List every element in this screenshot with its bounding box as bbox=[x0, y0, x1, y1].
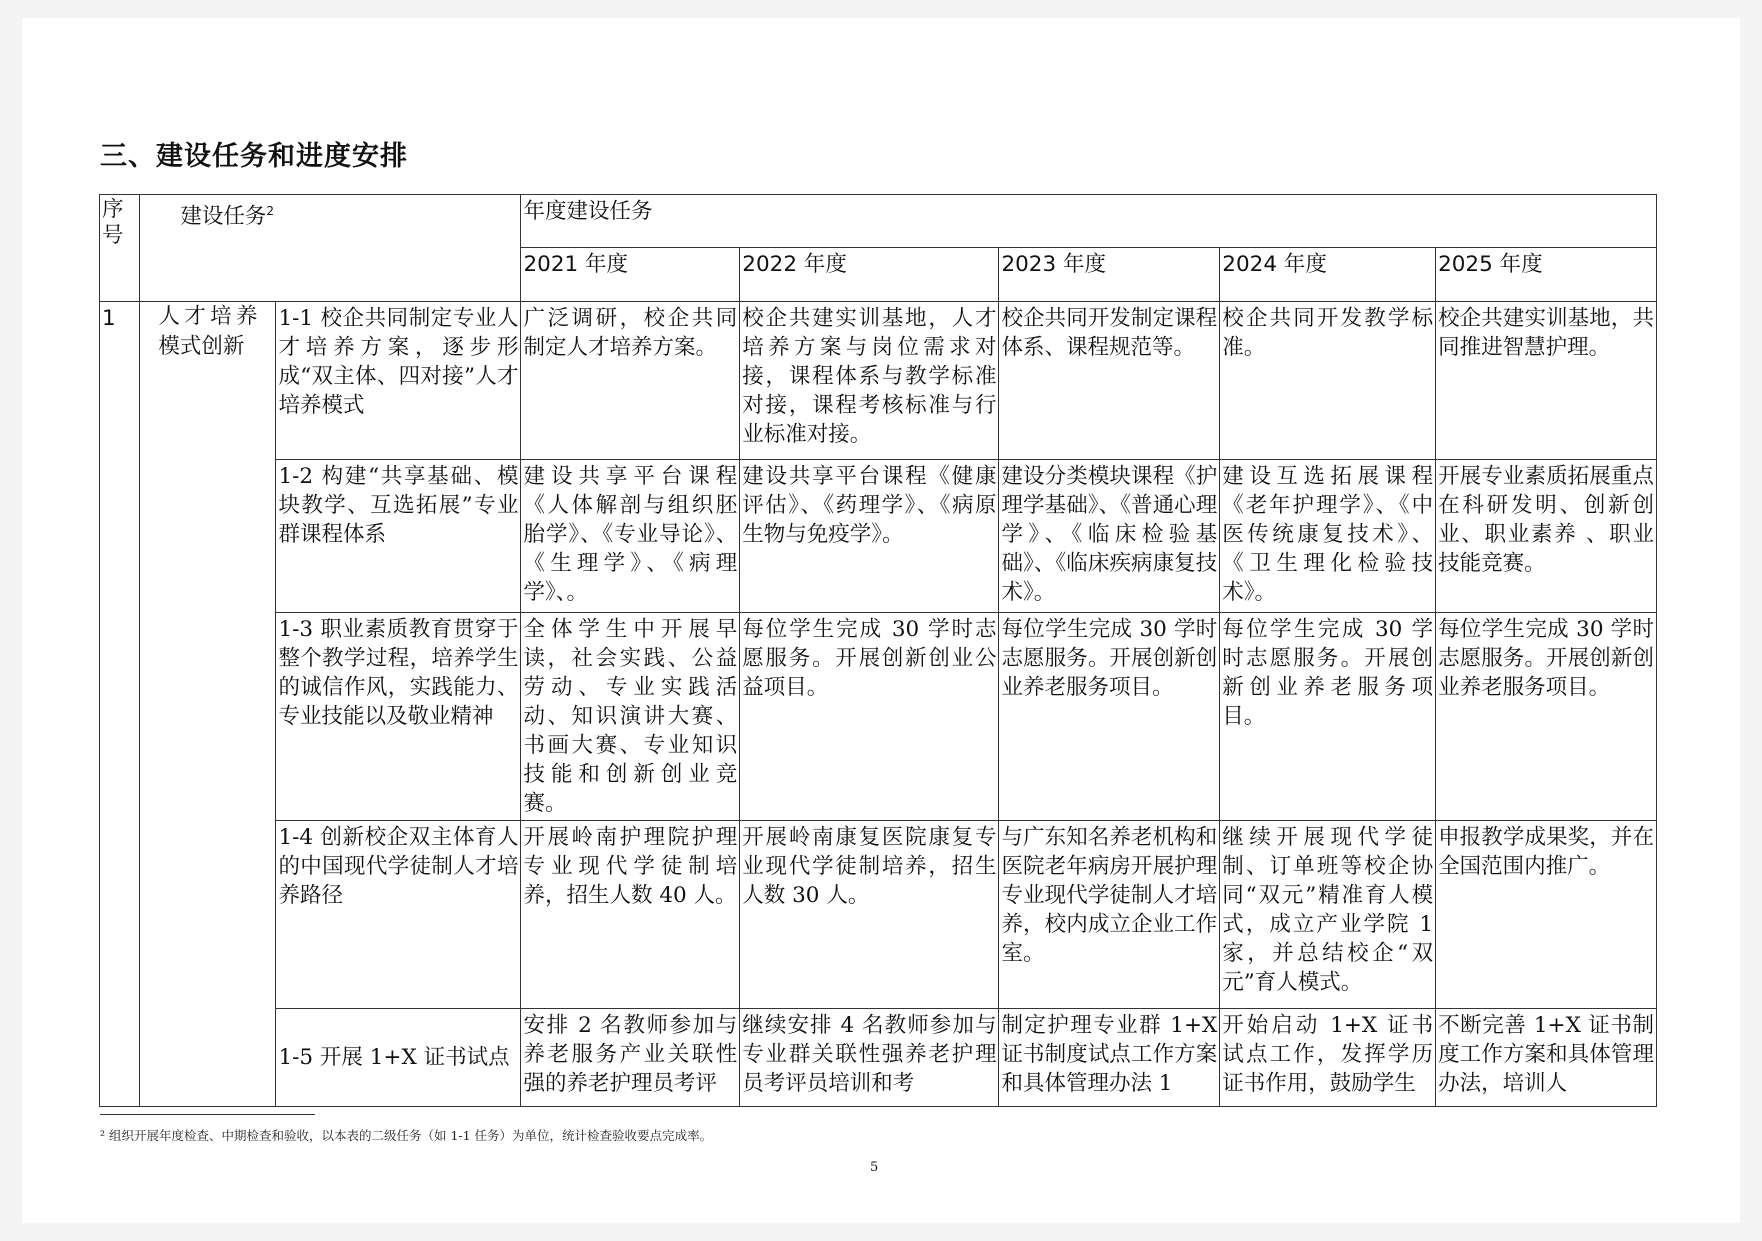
cell-2025: 申报教学成果奖，并在全国范围内推广。 bbox=[1436, 821, 1657, 1009]
task-cell: 1-5 开展 1+X 证书试点 bbox=[276, 1009, 521, 1107]
cell-2024: 建设互选拓展课程《老年护理学》、《中医传统康复技术》、《卫生理化检验技术》。 bbox=[1220, 460, 1436, 613]
cell-2021: 开展岭南护理院护理专业现代学徒制培养，招生人数 40 人。 bbox=[521, 821, 740, 1009]
cell-2024: 继续开展现代学徒制、订单班等校企协同“双元”精准育人模式，成立产业学院 1 家，并总结校企“双元”育人模式。 bbox=[1220, 821, 1436, 1009]
footnote: ² 组织开展年度检查、中期检查和验收，以本表的二级任务（如 1-1 任务）为单位，统计检查验收要点完成率。 bbox=[100, 1128, 713, 1143]
table-row bbox=[100, 302, 1657, 460]
cell-2022: 建设共享平台课程《健康评估》、《药理学》、《病原生物与免疫学》。 bbox=[740, 460, 999, 613]
task-cell: 1-1 校企共同制定专业人才培养方案，逐步形成“双主体、四对接”人才培养模式 bbox=[276, 302, 521, 460]
section-heading: 三、建设任务和进度安排 bbox=[100, 141, 408, 172]
cell-2023: 每位学生完成 30 学时志愿服务。开展创新创业养老服务项目。 bbox=[999, 613, 1220, 821]
cell-2025: 不断完善 1+X 证书制度工作方案和具体管理办法，培训人 bbox=[1436, 1009, 1657, 1107]
cell-2024: 每位学生完成 30 学时志愿服务。开展创新创业养老服务项目。 bbox=[1220, 613, 1436, 821]
task-cell: 1-4 创新校企双主体育人的中国现代学徒制人才培养路径 bbox=[276, 821, 521, 1009]
cell-2021: 安排 2 名教师参加与养老服务产业关联性强的养老护理员考评 bbox=[521, 1009, 740, 1107]
group-name: 人才培养模式创新 bbox=[140, 302, 276, 1107]
cell-2025: 校企共建实训基地，共同推进智慧护理。 bbox=[1436, 302, 1657, 460]
cell-2025: 开展专业素质拓展重点在科研发明、创新创业、职业素养 、职业技能竞赛。 bbox=[1436, 460, 1657, 613]
task-cell: 1-2 构建“共享基础、模块教学、互选拓展”专业群课程体系 bbox=[276, 460, 521, 613]
header-year-2022: 2022 年度 bbox=[740, 248, 999, 302]
cell-2022: 开展岭南康复医院康复专业现代学徒制培养，招生人数 30 人。 bbox=[740, 821, 999, 1009]
page-number: 5 bbox=[870, 1160, 879, 1175]
cell-2023: 制定护理专业群 1+X 证书制度试点工作方案和具体管理办法 1 bbox=[999, 1009, 1220, 1107]
task-schedule-table bbox=[99, 194, 1657, 1107]
cell-2022: 继续安排 4 名教师参加与专业群关联性强养老护理员考评员培训和考 bbox=[740, 1009, 999, 1107]
cell-2023: 与广东知名养老机构和医院老年病房开展护理专业现代学徒制人才培养，校内成立企业工作室。 bbox=[999, 821, 1220, 1009]
header-row-top bbox=[100, 195, 1657, 248]
table-row bbox=[100, 1009, 1657, 1107]
table-row bbox=[100, 821, 1657, 1009]
cell-2021: 广泛调研，校企共同制定人才培养方案。 bbox=[521, 302, 740, 460]
cell-2024: 校企共同开发教学标准。 bbox=[1220, 302, 1436, 460]
cell-2022: 每位学生完成 30 学时志愿服务。开展创新创业公益项目。 bbox=[740, 613, 999, 821]
cell-2023: 建设分类模块课程《护理学基础》、《普通心理学》、《临床检验基础》、《临床疾病康复技术》。 bbox=[999, 460, 1220, 613]
cell-2021: 建设共享平台课程《人体解剖与组织胚胎学》、《专业导论》、《生理学》、《病理学》、。 bbox=[521, 460, 740, 613]
cell-2025: 每位学生完成 30 学时志愿服务。开展创新创业养老服务项目。 bbox=[1436, 613, 1657, 821]
table-row bbox=[100, 460, 1657, 613]
header-yearly-tasks: 年度建设任务 bbox=[521, 195, 1657, 248]
header-year-2023: 2023 年度 bbox=[999, 248, 1220, 302]
cell-2023: 校企共同开发制定课程体系、课程规范等。 bbox=[999, 302, 1220, 460]
table-row bbox=[100, 613, 1657, 821]
header-index: 序号 bbox=[100, 195, 140, 302]
task-cell: 1-3 职业素质教育贯穿于整个教学过程，培养学生的诚信作风，实践能力、专业技能以及敬业精神 bbox=[276, 613, 521, 821]
footnote-divider bbox=[100, 1114, 315, 1115]
group-index: 1 bbox=[100, 302, 140, 1107]
footnote-ref: 2 bbox=[266, 204, 274, 218]
header-year-2024: 2024 年度 bbox=[1220, 248, 1436, 302]
cell-2021: 全体学生中开展早读，社会实践、公益劳动、专业实践活动、知识演讲大赛、书画大赛、专业知识技能和创新创业竞赛。 bbox=[521, 613, 740, 821]
header-year-2021: 2021 年度 bbox=[521, 248, 740, 302]
cell-2024: 开始启动 1+X 证书试点工作，发挥学历证书作用，鼓励学生 bbox=[1220, 1009, 1436, 1107]
cell-2022: 校企共建实训基地，人才培养方案与岗位需求对接，课程体系与教学标准对接，课程考核标准与行业标准对接。 bbox=[740, 302, 999, 460]
header-year-2025: 2025 年度 bbox=[1436, 248, 1657, 302]
header-task: 建设任务$^2$ bbox=[140, 195, 521, 302]
